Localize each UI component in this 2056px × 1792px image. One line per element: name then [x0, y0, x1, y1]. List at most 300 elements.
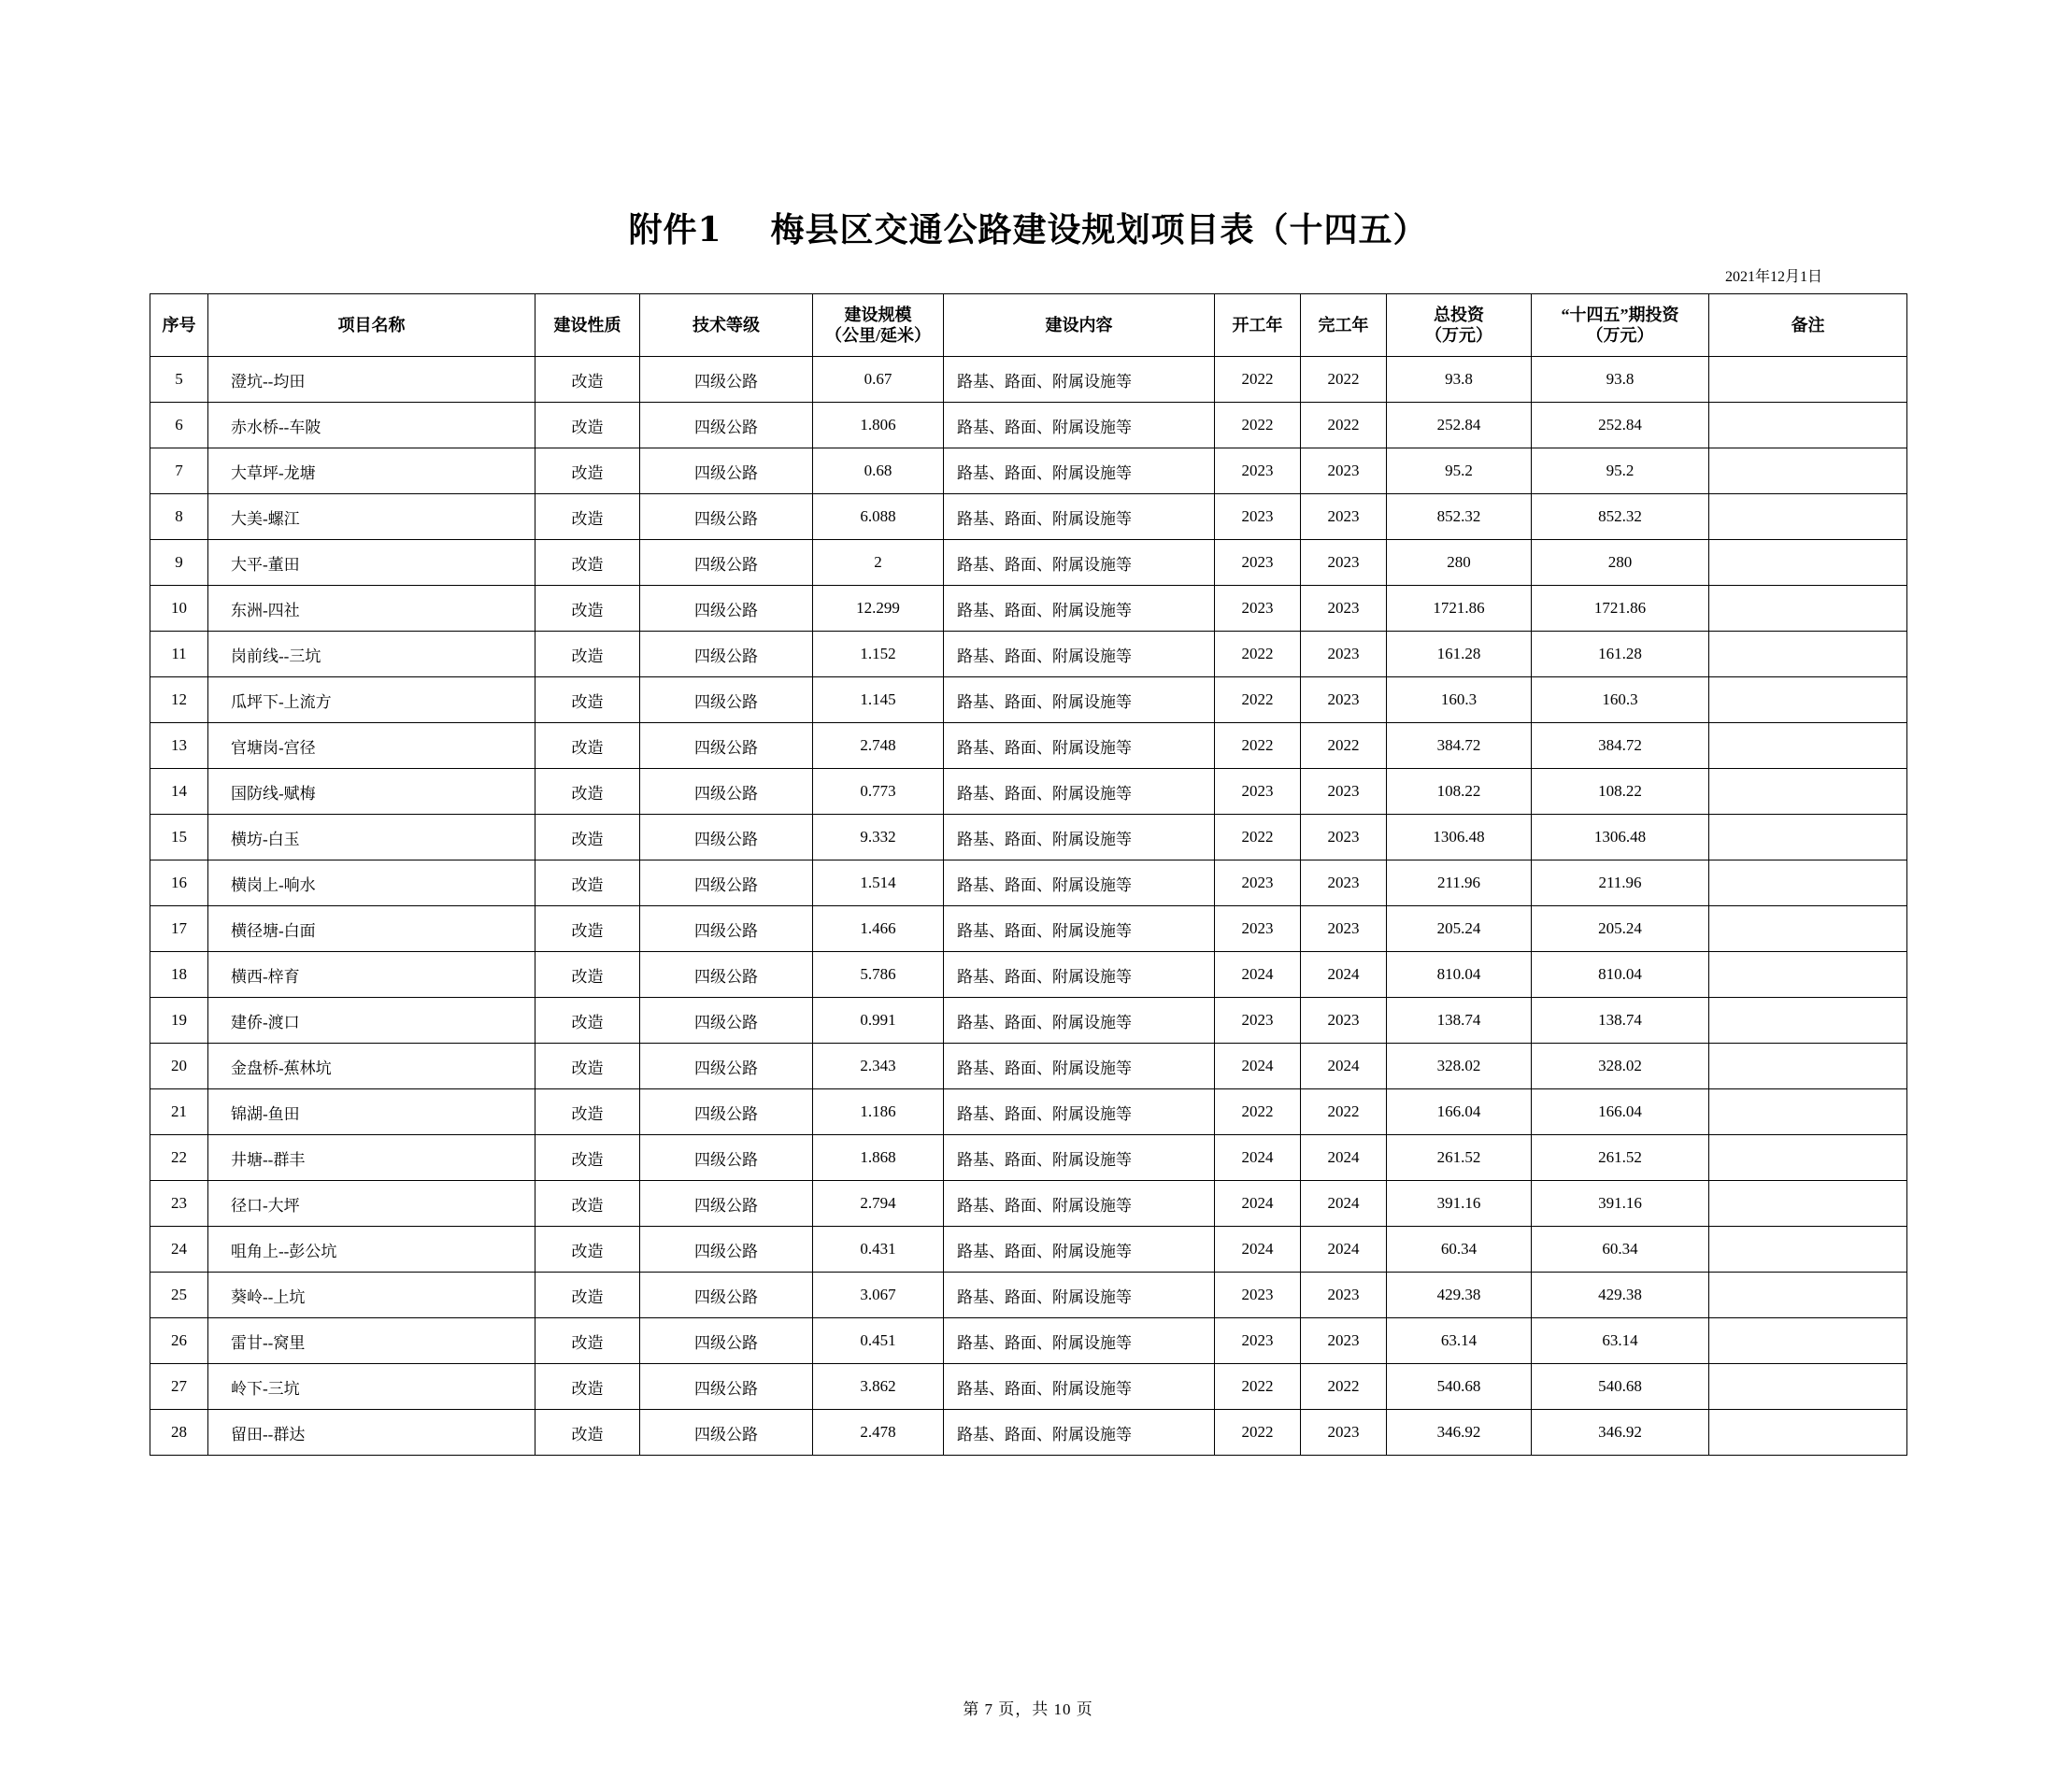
- cell-end-year: 2023: [1301, 677, 1387, 723]
- cell-content: 路基、路面、附属设施等: [944, 494, 1215, 540]
- cell-content: 路基、路面、附属设施等: [944, 906, 1215, 952]
- cell-start-year: 2024: [1215, 1181, 1301, 1227]
- attachment-label: 附件1: [628, 210, 722, 249]
- cell-scale: 0.68: [813, 448, 944, 494]
- cell-grade: 四级公路: [640, 448, 813, 494]
- page-footer: 第 7 页，共 10 页: [963, 1700, 1093, 1718]
- cell-content: 路基、路面、附属设施等: [944, 769, 1215, 815]
- cell-scale: 3.067: [813, 1273, 944, 1318]
- cell-end-year: 2023: [1301, 998, 1387, 1044]
- cell-remark: [1709, 677, 1907, 723]
- header-total: [1387, 294, 1532, 357]
- table-row: [150, 952, 1907, 998]
- table-row: [150, 1318, 1907, 1364]
- cell-start-year: 2022: [1215, 632, 1301, 677]
- cell-name: 大美-螺江: [208, 494, 535, 540]
- cell-total: 93.8: [1387, 357, 1532, 403]
- cell-name: 建侨-渡口: [208, 998, 535, 1044]
- cell-grade: 四级公路: [640, 540, 813, 586]
- cell-start-year: 2024: [1215, 952, 1301, 998]
- cell-name: 横西-梓育: [208, 952, 535, 998]
- table-row: [150, 1227, 1907, 1273]
- cell-content: 路基、路面、附属设施等: [944, 1135, 1215, 1181]
- cell-period: 540.68: [1532, 1364, 1709, 1410]
- cell-period: 252.84: [1532, 403, 1709, 448]
- cell-start-year: 2022: [1215, 357, 1301, 403]
- cell-name: 井塘--群丰: [208, 1135, 535, 1181]
- cell-seq: 8: [150, 494, 208, 540]
- cell-nature: 改造: [535, 1273, 640, 1318]
- cell-scale: 1.466: [813, 906, 944, 952]
- cell-seq: 14: [150, 769, 208, 815]
- cell-period: 384.72: [1532, 723, 1709, 769]
- table-row: [150, 1135, 1907, 1181]
- cell-end-year: 2024: [1301, 1181, 1387, 1227]
- cell-period: 138.74: [1532, 998, 1709, 1044]
- cell-period: 160.3: [1532, 677, 1709, 723]
- cell-start-year: 2023: [1215, 998, 1301, 1044]
- cell-start-year: 2023: [1215, 769, 1301, 815]
- cell-content: 路基、路面、附属设施等: [944, 448, 1215, 494]
- cell-nature: 改造: [535, 1135, 640, 1181]
- cell-period: 852.32: [1532, 494, 1709, 540]
- header-start-year: 开工年: [1215, 294, 1301, 357]
- cell-nature: 改造: [535, 1044, 640, 1089]
- cell-total: 810.04: [1387, 952, 1532, 998]
- cell-total: 211.96: [1387, 860, 1532, 906]
- cell-grade: 四级公路: [640, 1410, 813, 1456]
- cell-start-year: 2023: [1215, 1318, 1301, 1364]
- cell-start-year: 2023: [1215, 860, 1301, 906]
- cell-end-year: 2023: [1301, 1410, 1387, 1456]
- cell-end-year: 2023: [1301, 1273, 1387, 1318]
- cell-nature: 改造: [535, 860, 640, 906]
- cell-total: 328.02: [1387, 1044, 1532, 1089]
- cell-scale: 2: [813, 540, 944, 586]
- cell-content: 路基、路面、附属设施等: [944, 1089, 1215, 1135]
- cell-scale: 2.478: [813, 1410, 944, 1456]
- cell-remark: [1709, 1364, 1907, 1410]
- cell-content: 路基、路面、附属设施等: [944, 1044, 1215, 1089]
- cell-remark: [1709, 906, 1907, 952]
- header-nature: 建设性质: [535, 294, 640, 357]
- cell-name: 澄坑--均田: [208, 357, 535, 403]
- cell-remark: [1709, 1135, 1907, 1181]
- cell-total: 384.72: [1387, 723, 1532, 769]
- header-scale-line2: （公里/延米）: [824, 326, 931, 345]
- cell-start-year: 2023: [1215, 906, 1301, 952]
- cell-seq: 21: [150, 1089, 208, 1135]
- header-scale: [813, 294, 944, 357]
- cell-name: 大草坪-龙塘: [208, 448, 535, 494]
- table-row: [150, 403, 1907, 448]
- cell-start-year: 2023: [1215, 1273, 1301, 1318]
- cell-end-year: 2023: [1301, 860, 1387, 906]
- cell-total: 391.16: [1387, 1181, 1532, 1227]
- cell-total: 95.2: [1387, 448, 1532, 494]
- cell-seq: 17: [150, 906, 208, 952]
- cell-remark: [1709, 586, 1907, 632]
- cell-start-year: 2024: [1215, 1044, 1301, 1089]
- cell-nature: 改造: [535, 1227, 640, 1273]
- cell-content: 路基、路面、附属设施等: [944, 952, 1215, 998]
- cell-grade: 四级公路: [640, 815, 813, 860]
- cell-scale: 0.67: [813, 357, 944, 403]
- cell-total: 138.74: [1387, 998, 1532, 1044]
- cell-name: 横径塘-白面: [208, 906, 535, 952]
- cell-total: 108.22: [1387, 769, 1532, 815]
- cell-name: 国防线-赋梅: [208, 769, 535, 815]
- header-end-year: 完工年: [1301, 294, 1387, 357]
- cell-scale: 3.862: [813, 1364, 944, 1410]
- cell-period: 391.16: [1532, 1181, 1709, 1227]
- cell-remark: [1709, 403, 1907, 448]
- header-remark: 备注: [1709, 294, 1907, 357]
- cell-remark: [1709, 1181, 1907, 1227]
- cell-content: 路基、路面、附属设施等: [944, 723, 1215, 769]
- cell-grade: 四级公路: [640, 1273, 813, 1318]
- cell-nature: 改造: [535, 998, 640, 1044]
- cell-total: 205.24: [1387, 906, 1532, 952]
- cell-remark: [1709, 952, 1907, 998]
- header-scale-line1: 建设规模: [844, 305, 912, 324]
- cell-end-year: 2023: [1301, 448, 1387, 494]
- cell-period: 346.92: [1532, 1410, 1709, 1456]
- cell-seq: 12: [150, 677, 208, 723]
- cell-name: 咀角上--彭公坑: [208, 1227, 535, 1273]
- cell-end-year: 2022: [1301, 357, 1387, 403]
- cell-total: 252.84: [1387, 403, 1532, 448]
- cell-name: 岭下-三坑: [208, 1364, 535, 1410]
- cell-name: 岗前线--三坑: [208, 632, 535, 677]
- cell-start-year: 2022: [1215, 1364, 1301, 1410]
- table-row: [150, 494, 1907, 540]
- cell-grade: 四级公路: [640, 494, 813, 540]
- cell-remark: [1709, 860, 1907, 906]
- table-row: [150, 540, 1907, 586]
- cell-total: 161.28: [1387, 632, 1532, 677]
- cell-name: 金盘桥-蕉林坑: [208, 1044, 535, 1089]
- cell-content: 路基、路面、附属设施等: [944, 632, 1215, 677]
- document-date: 2021年12月1日: [1724, 269, 1822, 285]
- cell-end-year: 2022: [1301, 723, 1387, 769]
- page-title: [0, 204, 2056, 251]
- cell-end-year: 2023: [1301, 815, 1387, 860]
- cell-total: 429.38: [1387, 1273, 1532, 1318]
- cell-scale: 1.806: [813, 403, 944, 448]
- cell-content: 路基、路面、附属设施等: [944, 677, 1215, 723]
- header-seq: 序号: [150, 294, 208, 357]
- cell-end-year: 2023: [1301, 540, 1387, 586]
- cell-content: 路基、路面、附属设施等: [944, 1227, 1215, 1273]
- cell-grade: 四级公路: [640, 586, 813, 632]
- cell-name: 葵岭--上坑: [208, 1273, 535, 1318]
- cell-grade: 四级公路: [640, 906, 813, 952]
- cell-start-year: 2023: [1215, 494, 1301, 540]
- cell-end-year: 2023: [1301, 1318, 1387, 1364]
- cell-scale: 2.794: [813, 1181, 944, 1227]
- table-row: [150, 448, 1907, 494]
- cell-seq: 13: [150, 723, 208, 769]
- cell-total: 160.3: [1387, 677, 1532, 723]
- cell-end-year: 2023: [1301, 586, 1387, 632]
- cell-nature: 改造: [535, 1410, 640, 1456]
- table-row: [150, 815, 1907, 860]
- cell-name: 官塘岗-宫径: [208, 723, 535, 769]
- cell-total: 60.34: [1387, 1227, 1532, 1273]
- cell-scale: 1.152: [813, 632, 944, 677]
- cell-total: 280: [1387, 540, 1532, 586]
- cell-total: 261.52: [1387, 1135, 1532, 1181]
- cell-nature: 改造: [535, 403, 640, 448]
- cell-start-year: 2022: [1215, 723, 1301, 769]
- cell-grade: 四级公路: [640, 1364, 813, 1410]
- cell-start-year: 2023: [1215, 540, 1301, 586]
- cell-period: 261.52: [1532, 1135, 1709, 1181]
- cell-end-year: 2024: [1301, 1135, 1387, 1181]
- cell-nature: 改造: [535, 1318, 640, 1364]
- cell-grade: 四级公路: [640, 769, 813, 815]
- cell-period: 108.22: [1532, 769, 1709, 815]
- cell-grade: 四级公路: [640, 860, 813, 906]
- cell-nature: 改造: [535, 448, 640, 494]
- cell-scale: 1.145: [813, 677, 944, 723]
- cell-seq: 19: [150, 998, 208, 1044]
- cell-seq: 26: [150, 1318, 208, 1364]
- header-grade: 技术等级: [640, 294, 813, 357]
- cell-seq: 28: [150, 1410, 208, 1456]
- cell-seq: 24: [150, 1227, 208, 1273]
- cell-seq: 9: [150, 540, 208, 586]
- cell-total: 346.92: [1387, 1410, 1532, 1456]
- cell-end-year: 2023: [1301, 769, 1387, 815]
- cell-content: 路基、路面、附属设施等: [944, 540, 1215, 586]
- cell-seq: 11: [150, 632, 208, 677]
- cell-period: 93.8: [1532, 357, 1709, 403]
- cell-start-year: 2024: [1215, 1135, 1301, 1181]
- cell-grade: 四级公路: [640, 1135, 813, 1181]
- cell-end-year: 2022: [1301, 1089, 1387, 1135]
- cell-remark: [1709, 723, 1907, 769]
- cell-period: 211.96: [1532, 860, 1709, 906]
- header-total-line2: （万元）: [1425, 326, 1492, 345]
- cell-period: 328.02: [1532, 1044, 1709, 1089]
- table-row: [150, 769, 1907, 815]
- cell-end-year: 2024: [1301, 952, 1387, 998]
- cell-scale: 0.451: [813, 1318, 944, 1364]
- cell-seq: 6: [150, 403, 208, 448]
- cell-total: 540.68: [1387, 1364, 1532, 1410]
- cell-nature: 改造: [535, 769, 640, 815]
- cell-total: 166.04: [1387, 1089, 1532, 1135]
- cell-grade: 四级公路: [640, 1089, 813, 1135]
- cell-grade: 四级公路: [640, 723, 813, 769]
- cell-total: 63.14: [1387, 1318, 1532, 1364]
- cell-scale: 1.514: [813, 860, 944, 906]
- cell-period: 1721.86: [1532, 586, 1709, 632]
- cell-remark: [1709, 494, 1907, 540]
- cell-scale: 6.088: [813, 494, 944, 540]
- table-row: [150, 906, 1907, 952]
- cell-start-year: 2022: [1215, 1410, 1301, 1456]
- cell-name: 径口-大坪: [208, 1181, 535, 1227]
- cell-content: 路基、路面、附属设施等: [944, 403, 1215, 448]
- cell-grade: 四级公路: [640, 357, 813, 403]
- table-header-row: [150, 294, 1907, 357]
- cell-seq: 25: [150, 1273, 208, 1318]
- table-row: [150, 357, 1907, 403]
- cell-grade: 四级公路: [640, 998, 813, 1044]
- cell-start-year: 2023: [1215, 586, 1301, 632]
- header-period-line2: （万元）: [1586, 326, 1654, 345]
- cell-grade: 四级公路: [640, 1044, 813, 1089]
- cell-name: 瓜坪下-上流方: [208, 677, 535, 723]
- table-row: [150, 586, 1907, 632]
- header-total-line1: 总投资: [1434, 305, 1484, 324]
- cell-start-year: 2022: [1215, 677, 1301, 723]
- cell-total: 1306.48: [1387, 815, 1532, 860]
- cell-content: 路基、路面、附属设施等: [944, 860, 1215, 906]
- cell-content: 路基、路面、附属设施等: [944, 1364, 1215, 1410]
- cell-content: 路基、路面、附属设施等: [944, 1181, 1215, 1227]
- cell-remark: [1709, 1410, 1907, 1456]
- title-text: 梅县区交通公路建设规划项目表（十四五）: [770, 210, 1428, 249]
- cell-scale: 0.431: [813, 1227, 944, 1273]
- cell-nature: 改造: [535, 494, 640, 540]
- cell-grade: 四级公路: [640, 1227, 813, 1273]
- cell-content: 路基、路面、附属设施等: [944, 357, 1215, 403]
- cell-start-year: 2024: [1215, 1227, 1301, 1273]
- cell-nature: 改造: [535, 586, 640, 632]
- cell-end-year: 2022: [1301, 403, 1387, 448]
- cell-remark: [1709, 632, 1907, 677]
- cell-scale: 12.299: [813, 586, 944, 632]
- cell-period: 60.34: [1532, 1227, 1709, 1273]
- cell-end-year: 2024: [1301, 1227, 1387, 1273]
- cell-nature: 改造: [535, 540, 640, 586]
- cell-remark: [1709, 1273, 1907, 1318]
- table-row: [150, 998, 1907, 1044]
- cell-period: 205.24: [1532, 906, 1709, 952]
- project-table: [150, 293, 1907, 1456]
- cell-nature: 改造: [535, 952, 640, 998]
- cell-period: 95.2: [1532, 448, 1709, 494]
- cell-remark: [1709, 448, 1907, 494]
- cell-nature: 改造: [535, 723, 640, 769]
- cell-scale: 0.773: [813, 769, 944, 815]
- cell-nature: 改造: [535, 1181, 640, 1227]
- cell-period: 429.38: [1532, 1273, 1709, 1318]
- cell-content: 路基、路面、附属设施等: [944, 586, 1215, 632]
- cell-seq: 22: [150, 1135, 208, 1181]
- cell-period: 63.14: [1532, 1318, 1709, 1364]
- cell-seq: 10: [150, 586, 208, 632]
- table-row: [150, 1181, 1907, 1227]
- cell-end-year: 2024: [1301, 1044, 1387, 1089]
- cell-period: 810.04: [1532, 952, 1709, 998]
- cell-grade: 四级公路: [640, 1181, 813, 1227]
- cell-scale: 2.343: [813, 1044, 944, 1089]
- header-content: 建设内容: [944, 294, 1215, 357]
- cell-nature: 改造: [535, 906, 640, 952]
- cell-remark: [1709, 815, 1907, 860]
- cell-start-year: 2022: [1215, 403, 1301, 448]
- table-row: [150, 1273, 1907, 1318]
- cell-grade: 四级公路: [640, 403, 813, 448]
- project-table-wrap: [150, 293, 1906, 1456]
- cell-end-year: 2023: [1301, 494, 1387, 540]
- cell-remark: [1709, 1318, 1907, 1364]
- cell-nature: 改造: [535, 815, 640, 860]
- table-row: [150, 723, 1907, 769]
- cell-period: 1306.48: [1532, 815, 1709, 860]
- cell-grade: 四级公路: [640, 1318, 813, 1364]
- cell-nature: 改造: [535, 632, 640, 677]
- table-row: [150, 860, 1907, 906]
- cell-period: 166.04: [1532, 1089, 1709, 1135]
- cell-name: 留田--群达: [208, 1410, 535, 1456]
- cell-seq: 23: [150, 1181, 208, 1227]
- cell-seq: 16: [150, 860, 208, 906]
- cell-seq: 15: [150, 815, 208, 860]
- cell-grade: 四级公路: [640, 952, 813, 998]
- cell-scale: 1.868: [813, 1135, 944, 1181]
- table-row: [150, 1364, 1907, 1410]
- table-row: [150, 677, 1907, 723]
- table-row: [150, 1089, 1907, 1135]
- cell-nature: 改造: [535, 1089, 640, 1135]
- cell-name: 东洲-四社: [208, 586, 535, 632]
- cell-remark: [1709, 1044, 1907, 1089]
- cell-nature: 改造: [535, 357, 640, 403]
- cell-content: 路基、路面、附属设施等: [944, 1410, 1215, 1456]
- cell-start-year: 2023: [1215, 448, 1301, 494]
- table-row: [150, 1044, 1907, 1089]
- cell-start-year: 2022: [1215, 815, 1301, 860]
- cell-remark: [1709, 540, 1907, 586]
- cell-scale: 0.991: [813, 998, 944, 1044]
- header-period-line1: “十四五”期投资: [1561, 305, 1679, 324]
- header-name: 项目名称: [208, 294, 535, 357]
- cell-seq: 5: [150, 357, 208, 403]
- cell-end-year: 2023: [1301, 906, 1387, 952]
- cell-start-year: 2022: [1215, 1089, 1301, 1135]
- cell-total: 1721.86: [1387, 586, 1532, 632]
- cell-seq: 27: [150, 1364, 208, 1410]
- cell-nature: 改造: [535, 677, 640, 723]
- cell-grade: 四级公路: [640, 632, 813, 677]
- cell-period: 280: [1532, 540, 1709, 586]
- cell-content: 路基、路面、附属设施等: [944, 998, 1215, 1044]
- cell-period: 161.28: [1532, 632, 1709, 677]
- cell-name: 锦湖-鱼田: [208, 1089, 535, 1135]
- table-row: [150, 632, 1907, 677]
- header-period: [1532, 294, 1709, 357]
- cell-remark: [1709, 998, 1907, 1044]
- cell-scale: 5.786: [813, 952, 944, 998]
- cell-seq: 18: [150, 952, 208, 998]
- cell-name: 横坊-白玉: [208, 815, 535, 860]
- cell-scale: 2.748: [813, 723, 944, 769]
- cell-content: 路基、路面、附属设施等: [944, 1318, 1215, 1364]
- cell-scale: 1.186: [813, 1089, 944, 1135]
- cell-seq: 20: [150, 1044, 208, 1089]
- cell-scale: 9.332: [813, 815, 944, 860]
- cell-content: 路基、路面、附属设施等: [944, 815, 1215, 860]
- cell-remark: [1709, 357, 1907, 403]
- cell-end-year: 2023: [1301, 632, 1387, 677]
- table-body: [150, 357, 1907, 1456]
